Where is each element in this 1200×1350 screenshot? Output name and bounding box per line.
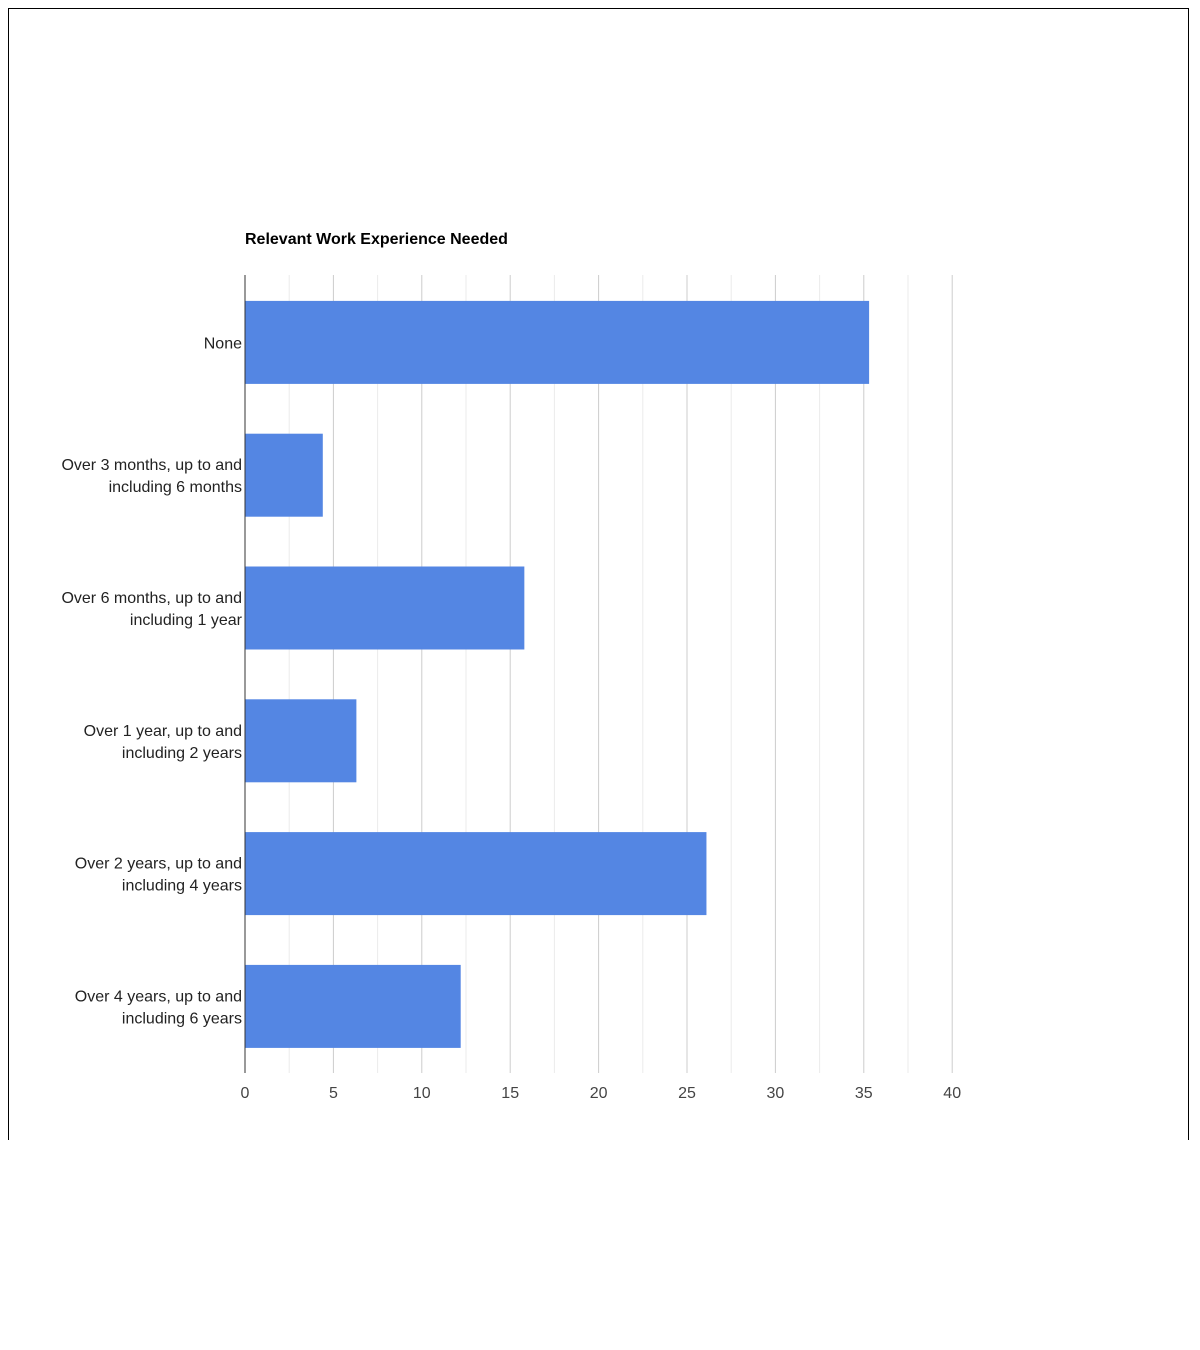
bar [245, 832, 706, 915]
x-tick-label: 35 [854, 1085, 873, 1102]
bar [245, 965, 461, 1048]
category-label: including 6 years [121, 1010, 242, 1028]
x-tick-label: 15 [501, 1085, 520, 1102]
x-tick-label: 25 [678, 1085, 696, 1102]
category-label: including 1 year [129, 612, 242, 629]
chart-title: Relevant Work Experience Needed [245, 231, 508, 248]
x-tick-label: 20 [589, 1085, 608, 1102]
bar [245, 699, 356, 782]
category-label: Over 4 years, up to and [74, 988, 242, 1006]
x-tick-label: 40 [943, 1085, 962, 1102]
gridlines [289, 275, 952, 1073]
category-labels [61, 335, 242, 1027]
category-label: including 2 years [121, 744, 242, 762]
category-label: Over 2 years, up to and [74, 855, 242, 873]
bar [245, 434, 323, 517]
x-tick-label: 5 [328, 1085, 338, 1102]
bar [245, 567, 524, 650]
bar [245, 301, 869, 384]
category-label: including 4 years [121, 877, 242, 895]
x-tick-label: 10 [412, 1085, 431, 1102]
category-label: Over 1 year, up to and [83, 722, 242, 740]
category-label: including 6 months [108, 479, 242, 497]
x-tick-label: 0 [240, 1085, 250, 1102]
category-label: Over 6 months, up to and [61, 590, 242, 607]
category-label: Over 3 months, up to and [61, 457, 242, 475]
x-tick-labels [241, 1085, 962, 1102]
x-tick-label: 30 [766, 1085, 785, 1102]
category-label: None [203, 335, 242, 353]
